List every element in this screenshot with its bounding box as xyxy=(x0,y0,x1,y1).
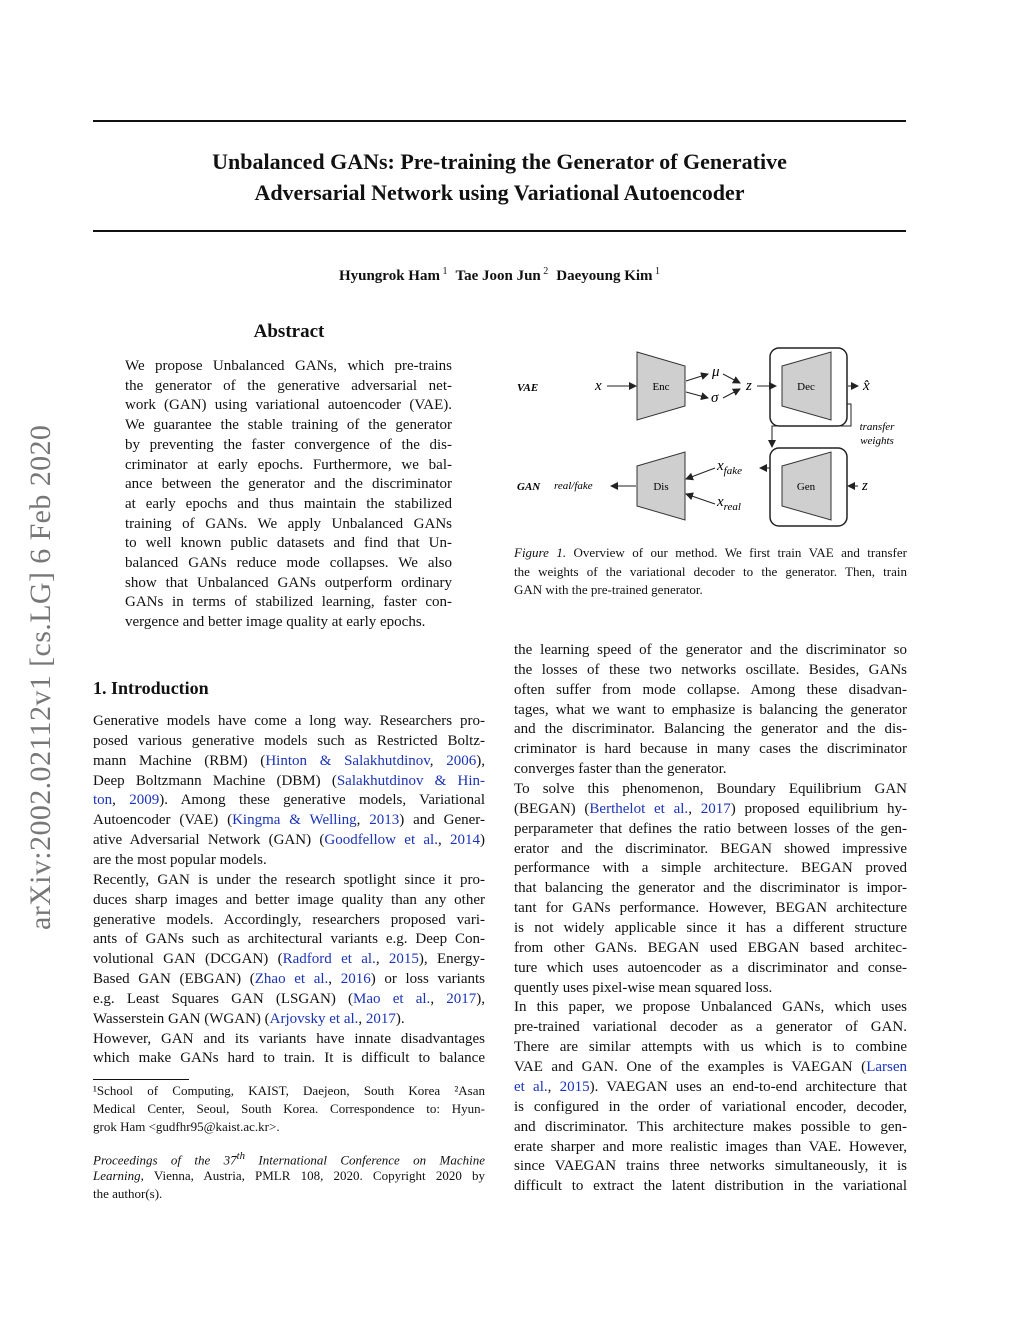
text-run: mann Machine (RBM) ( xyxy=(93,752,266,769)
sigma-label: σ xyxy=(711,390,719,406)
text-run: duces sharp images and better image quality than any other xyxy=(93,891,485,908)
text-run: ), xyxy=(476,990,485,1007)
text-line xyxy=(93,951,485,968)
text-run: posed various generative models such as Restricted Boltz- xyxy=(93,732,485,749)
text-run: the weights of the variational decoder to the generator. Then, train xyxy=(514,563,907,579)
text-run: , xyxy=(437,832,450,849)
text-line xyxy=(514,1059,907,1076)
text-line xyxy=(514,1079,907,1096)
text-run: quently uses pixel-wise mean squared loss. xyxy=(514,979,773,996)
text-line xyxy=(514,741,907,758)
text-run: ). VAEGAN uses an end-to-end architecture that xyxy=(589,1078,907,1095)
text-line xyxy=(93,1011,485,1028)
text-line xyxy=(93,792,485,809)
citation-link[interactable]: Berthelot et al. xyxy=(589,800,689,817)
abstract-line: show that Unbalanced GANs outperform ordinary xyxy=(125,574,452,591)
text-run: often suffer from mode collapse. Among these disadvan- xyxy=(514,681,907,698)
text-run: Deep Boltzmann Machine (DBM) ( xyxy=(93,772,337,789)
text-line xyxy=(93,852,485,869)
text-run: tant for GANs performance. However, BEGAN architecture xyxy=(514,900,907,917)
text-run: e.g. Least Squares GAN (LSGAN) ( xyxy=(93,990,354,1007)
title-rule-top xyxy=(93,120,906,122)
text-line xyxy=(514,821,907,838)
citation-link[interactable]: 2013 xyxy=(369,812,400,829)
text-line xyxy=(93,892,485,909)
text-line xyxy=(93,912,485,929)
text-line xyxy=(93,713,485,730)
text-line xyxy=(514,999,907,1016)
abstract-line: We propose Unbalanced GANs, which pre-trains xyxy=(125,358,452,374)
citation-link[interactable]: 2009 xyxy=(129,792,160,809)
text-run: , xyxy=(358,1010,366,1027)
text-run: is configured in the order of variational encoder, decoder, xyxy=(514,1098,907,1115)
citation-link[interactable]: Mao et al. xyxy=(353,990,431,1007)
title-line-2: Adversarial Network using Variational Autoencoder xyxy=(254,180,745,205)
text-line xyxy=(93,832,485,849)
text-line xyxy=(514,920,907,937)
encoder-label: Enc xyxy=(652,381,670,393)
text-line xyxy=(514,682,907,699)
title-rule-bottom xyxy=(93,230,906,232)
text-run: the losses of these two networks oscillate. Besides, GANs xyxy=(514,661,907,678)
citation-link[interactable]: 2014 xyxy=(450,832,480,849)
text-run: (BEGAN) ( xyxy=(514,800,590,817)
text-run: There are similar attempts with us which is to combine xyxy=(514,1039,907,1056)
text-run: ), Energy- xyxy=(418,951,485,968)
vae-row-label: VAE xyxy=(517,382,539,394)
abstract-line: GANs in terms of stabilized learning, faster con- xyxy=(125,594,452,611)
text-run: , xyxy=(375,951,389,968)
text-run: Autoencoder (VAE) ( xyxy=(93,812,233,829)
text-line xyxy=(514,841,907,858)
citation-link[interactable]: ton xyxy=(93,792,113,809)
superscript: th xyxy=(236,1150,246,1162)
text-run: erator and the discriminator. BEGAN showed impressive xyxy=(514,840,907,857)
real-fake-label: real/fake xyxy=(554,480,593,492)
text-run: Learning xyxy=(93,1168,141,1183)
arrow-enc-to-mu xyxy=(686,374,708,381)
text-run: In this paper, we propose Unbalanced GANs, which uses xyxy=(514,999,907,1016)
author-name: Tae Joon Jun $^2$ xyxy=(455,266,549,284)
gan-noise-z-label: z xyxy=(862,478,868,494)
author-name: Hyungrok Ham $^1$ xyxy=(338,266,448,284)
text-run: , xyxy=(328,971,341,988)
citation-link[interactable]: Radford et al. xyxy=(282,951,376,968)
citation-link[interactable]: Zhao et al. xyxy=(254,971,329,988)
text-line xyxy=(93,971,485,988)
abstract-line: the generator of the generative adversarial net- xyxy=(125,377,452,394)
abstract-line: criminator at early epochs. Furthermore, we bal- xyxy=(125,456,452,473)
text-run: difficult to extract the latent distribution in the variational xyxy=(514,1178,907,1195)
text-line xyxy=(514,801,907,818)
x-real-label: $x_{real}$ xyxy=(717,494,741,513)
text-run: pre-trained variational decoder as a generator of GAN. xyxy=(514,1019,907,1036)
weights-label: weights xyxy=(860,435,894,447)
caption-line xyxy=(514,582,907,598)
x-fake-label: $x_{fake}$ xyxy=(717,458,742,477)
citation-link[interactable]: Salakhutdinov & Hin- xyxy=(336,772,486,789)
abstract-line: ance between the generator and the discriminator xyxy=(125,476,452,493)
arrow-xfake-to-dis xyxy=(686,468,715,479)
text-run: Figure 1. xyxy=(514,545,567,560)
text-run: , xyxy=(547,1078,560,1095)
latent-z-label: z xyxy=(746,378,752,394)
proceedings-line xyxy=(93,1186,485,1202)
text-run: Generative models have come a long way. Researchers pro- xyxy=(93,713,485,729)
text-line xyxy=(514,960,907,977)
author-name: Daeyoung Kim $^1$ xyxy=(556,266,661,284)
text-line xyxy=(514,761,907,778)
citation-link[interactable]: Arjovsky et al. xyxy=(269,1010,359,1027)
text-run: criminator is hard because in many cases the discriminator xyxy=(514,741,907,758)
citation-link[interactable]: et al. xyxy=(514,1078,548,1095)
text-line xyxy=(93,753,485,770)
text-line xyxy=(514,721,907,738)
abstract-line: by preventing the faster convergence of the dis- xyxy=(125,436,452,453)
text-line xyxy=(514,702,907,719)
author-affiliation-mark: 1 xyxy=(439,266,448,277)
abstract-line: balanced GANs reduce mode collapses. We also xyxy=(125,555,452,571)
text-run: ). xyxy=(395,1010,405,1027)
decoder-label: Dec xyxy=(797,381,815,393)
text-line xyxy=(514,781,907,798)
footnote-line: grok Ham <gudfhr95@kaist.ac.kr>. xyxy=(93,1119,280,1134)
citation-link[interactable]: 2015 xyxy=(559,1078,590,1095)
text-run: from other GANs. BEGAN used EBGAN based architec- xyxy=(514,939,907,956)
text-run: Recently, GAN is under the research spotlight since it pro- xyxy=(93,871,485,888)
text-run: VAE and GAN. One of the examples is VAEGAN ( xyxy=(514,1059,867,1076)
text-line xyxy=(93,773,485,790)
text-run: , xyxy=(429,752,447,769)
text-run: , Vienna, Austria, PMLR 108, 2020. Copyright 2020 by xyxy=(140,1168,485,1183)
text-run: , xyxy=(112,792,130,809)
abstract-line: training of GANs. We apply Unbalanced GANs xyxy=(125,515,452,532)
footnote-line: Medical Center, Seoul, South Korea. Correspondence to: Hyun- xyxy=(93,1101,485,1116)
text-line xyxy=(514,1178,907,1195)
text-run: , xyxy=(356,812,370,829)
citation-link[interactable]: Goodfellow et al. xyxy=(324,832,438,849)
abstract-line: vergence and better image quality at early epochs. xyxy=(125,614,426,631)
text-line xyxy=(514,980,907,997)
author-list xyxy=(93,266,906,285)
text-run: ative Adversarial Network (GAN) ( xyxy=(93,832,325,849)
text-run: converges faster than the generator. xyxy=(514,761,727,778)
text-run: the learning speed of the generator and the discriminator so xyxy=(514,642,907,658)
text-run: performance with a simple architecture. BEGAN proved xyxy=(514,860,907,877)
text-run: International Conference on Machine xyxy=(245,1152,485,1168)
text-run: However, GAN and its variants have innate disadvantages xyxy=(93,1030,485,1047)
author-affiliation-mark: 2 xyxy=(540,266,549,277)
text-line xyxy=(514,1119,907,1136)
reconstruction-label: x̂ xyxy=(863,378,870,394)
paper-title xyxy=(93,146,906,208)
text-run: is not widely applicable since it has a different structure xyxy=(514,920,907,937)
text-line xyxy=(93,931,485,948)
text-line xyxy=(514,1099,907,1116)
proceedings-line xyxy=(93,1150,485,1168)
text-run: , xyxy=(430,990,447,1007)
transfer-label: transfer xyxy=(859,421,895,433)
text-run: ) xyxy=(480,832,485,849)
text-line xyxy=(514,940,907,957)
abstract-line: at early epochs and thus maintain the stabilized xyxy=(125,495,452,512)
text-line xyxy=(514,1139,907,1156)
arrow-sigma-to-z xyxy=(723,389,740,398)
text-run: , xyxy=(688,800,701,817)
text-run: ). Among these generative models, Variational xyxy=(159,792,485,809)
citation-link[interactable]: Kingma & Welling xyxy=(232,812,357,829)
proceedings-line xyxy=(93,1168,485,1184)
text-run: GAN with the pre-trained generator. xyxy=(514,582,703,597)
arxiv-identifier: arXiv:2002.02112v1 [cs.LG] 6 Feb 2020 xyxy=(24,424,57,930)
caption-line xyxy=(514,564,907,580)
caption-line xyxy=(514,545,907,561)
citation-link[interactable]: 2016 xyxy=(340,971,371,988)
arrow-enc-to-sigma xyxy=(686,392,708,398)
text-run: Wasserstein GAN (WGAN) ( xyxy=(93,1010,270,1027)
text-run: Based GAN (EBGAN) ( xyxy=(93,971,255,988)
text-run: ), xyxy=(476,752,486,769)
text-run: ) or loss variants xyxy=(370,971,485,988)
citation-link[interactable]: 2006 xyxy=(446,752,477,769)
citation-link[interactable]: 2017 xyxy=(365,1010,396,1027)
text-line xyxy=(93,733,485,750)
text-run: and discriminator. This architecture makes possible to gen- xyxy=(514,1118,907,1135)
text-run: erate sharper and more realistic images than VAE. However, xyxy=(514,1138,907,1155)
figure-1-diagram xyxy=(514,344,907,534)
text-run: ) and Gener- xyxy=(399,812,485,829)
text-run: ture which uses autoencoder as a discriminator and conse- xyxy=(514,959,907,976)
text-line xyxy=(93,991,485,1008)
text-run: generative models. Accordingly, researchers proposed vari- xyxy=(93,911,485,928)
citation-link[interactable]: 2017 xyxy=(700,800,731,817)
abstract-line: to well known public datasets and find that Un- xyxy=(125,535,452,552)
citation-link[interactable]: 2015 xyxy=(388,951,419,968)
text-line xyxy=(93,1031,485,1048)
citation-link[interactable]: Larsen xyxy=(866,1059,907,1076)
text-run: volutional GAN (DCGAN) ( xyxy=(93,951,283,968)
text-line xyxy=(93,812,485,829)
text-line xyxy=(514,1158,907,1175)
text-line xyxy=(514,880,907,897)
generator-label: Gen xyxy=(796,481,816,493)
text-run: the author(s). xyxy=(93,1186,163,1201)
text-run: Proceedings of the 37 xyxy=(93,1152,237,1168)
abstract-line: work (GAN) using variational autoencoder (VAE). xyxy=(125,397,452,414)
author-affiliation-mark: 1 xyxy=(652,266,661,277)
text-line xyxy=(514,1019,907,1036)
text-line xyxy=(514,1039,907,1056)
footnote-rule xyxy=(93,1079,189,1080)
abstract-heading: Abstract xyxy=(253,321,325,342)
discriminator-label: Dis xyxy=(653,481,669,493)
text-line xyxy=(514,642,907,659)
citation-link[interactable]: Hinton & Salakhutdinov xyxy=(265,752,430,769)
text-run: and the discriminator. Balancing the generator and the dis- xyxy=(514,721,907,738)
text-line xyxy=(514,900,907,917)
text-line xyxy=(514,860,907,877)
text-line xyxy=(93,1050,485,1067)
title-line-1: Unbalanced GANs: Pre-training the Generator of Generative xyxy=(212,149,787,174)
text-run: that balancing the generator and the discriminator is impor- xyxy=(514,880,907,897)
text-run: which make GANs hard to train. It is difficult to balance xyxy=(93,1050,485,1067)
footnote-line: ¹School of Computing, KAIST, Daejeon, South Korea ²Asan xyxy=(93,1083,485,1098)
text-run: ) proposed equilibrium hy- xyxy=(730,800,907,817)
text-run: since VAEGAN trains three networks simultaneously, it is xyxy=(514,1158,907,1175)
mu-label: μ xyxy=(712,364,720,380)
section-heading-introduction: 1. Introduction xyxy=(93,678,209,698)
abstract-line: We guarantee the stable training of the generator xyxy=(125,417,452,434)
arrow-xreal-to-dis xyxy=(686,494,715,504)
text-run: To solve this phenomenon, Boundary Equilibrium GAN xyxy=(514,781,907,798)
arrow-mu-to-z xyxy=(723,374,740,383)
text-run: are the most popular models. xyxy=(93,851,267,868)
citation-link[interactable]: 2017 xyxy=(446,990,477,1007)
text-run: Overview of our method. We first train VAE and transfer xyxy=(566,545,907,560)
text-line xyxy=(514,662,907,679)
text-line xyxy=(93,872,485,889)
input-x-label: x xyxy=(595,378,602,394)
text-run: perparameter that defines the ratio between losses of the gen- xyxy=(514,820,907,837)
text-run: tages, what we want to emphasize is balancing the generator xyxy=(514,701,907,718)
text-run: ants of GANs such as architectural variants e.g. Deep Con- xyxy=(93,931,485,948)
gan-row-label: GAN xyxy=(517,481,541,493)
